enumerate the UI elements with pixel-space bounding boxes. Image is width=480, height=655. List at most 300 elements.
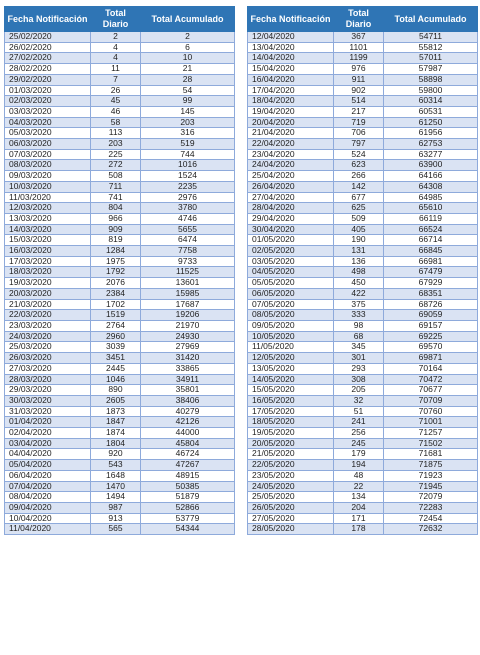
cell-total-acumulado: 66714	[384, 235, 478, 246]
table-row	[248, 224, 478, 235]
cell-fecha: 06/05/2020	[248, 288, 334, 299]
cell-fecha: 03/05/2020	[248, 256, 334, 267]
cell-fecha: 10/04/2020	[5, 513, 91, 524]
table-row	[248, 438, 478, 449]
table-row	[248, 449, 478, 460]
cell-total-acumulado: 71257	[384, 428, 478, 439]
cell-fecha: 04/05/2020	[248, 267, 334, 278]
right-table	[247, 6, 478, 535]
table-row	[5, 160, 235, 171]
cell-total-acumulado: 60531	[384, 106, 478, 117]
cell-total-acumulado: 744	[141, 149, 235, 160]
table-row	[5, 278, 235, 289]
cell-fecha: 26/02/2020	[5, 42, 91, 53]
cell-total-acumulado: 50385	[141, 481, 235, 492]
cell-total-diario: 498	[334, 267, 384, 278]
cell-total-acumulado: 15985	[141, 288, 235, 299]
table-row	[5, 417, 235, 428]
table-row	[248, 278, 478, 289]
table-row	[248, 160, 478, 171]
table-row	[248, 395, 478, 406]
cell-fecha: 24/05/2020	[248, 481, 334, 492]
cell-fecha: 23/04/2020	[248, 149, 334, 160]
cell-fecha: 11/03/2020	[5, 192, 91, 203]
table-row	[5, 513, 235, 524]
table-row	[5, 192, 235, 203]
cell-total-diario: 2384	[91, 288, 141, 299]
cell-fecha: 19/04/2020	[248, 106, 334, 117]
cell-total-acumulado: 2	[141, 32, 235, 43]
cell-total-diario: 913	[91, 513, 141, 524]
cell-fecha: 27/04/2020	[248, 192, 334, 203]
cell-total-diario: 308	[334, 374, 384, 385]
table-row	[5, 288, 235, 299]
cell-total-diario: 719	[334, 117, 384, 128]
cell-fecha: 04/04/2020	[5, 449, 91, 460]
cell-total-acumulado: 70709	[384, 395, 478, 406]
table-row	[5, 267, 235, 278]
cell-fecha: 04/03/2020	[5, 117, 91, 128]
cell-total-acumulado: 519	[141, 139, 235, 150]
cell-fecha: 01/03/2020	[5, 85, 91, 96]
cell-total-diario: 134	[334, 492, 384, 503]
table-row	[5, 117, 235, 128]
cell-total-acumulado: 33865	[141, 363, 235, 374]
cell-total-diario: 2764	[91, 320, 141, 331]
cell-total-diario: 225	[91, 149, 141, 160]
table-row	[5, 224, 235, 235]
cell-total-acumulado: 61956	[384, 128, 478, 139]
cell-total-acumulado: 40279	[141, 406, 235, 417]
cell-fecha: 18/05/2020	[248, 417, 334, 428]
cell-total-acumulado: 64166	[384, 171, 478, 182]
cell-total-diario: 241	[334, 417, 384, 428]
cell-total-acumulado: 3780	[141, 203, 235, 214]
cell-total-acumulado: 72632	[384, 524, 478, 535]
table-row	[5, 470, 235, 481]
cell-total-diario: 524	[334, 149, 384, 160]
cell-fecha: 03/03/2020	[5, 106, 91, 117]
cell-fecha: 28/02/2020	[5, 64, 91, 75]
table-row	[5, 385, 235, 396]
table-row	[5, 53, 235, 64]
cell-fecha: 14/05/2020	[248, 374, 334, 385]
cell-fecha: 27/03/2020	[5, 363, 91, 374]
cell-total-acumulado: 70677	[384, 385, 478, 396]
cell-fecha: 12/04/2020	[248, 32, 334, 43]
cell-fecha: 22/03/2020	[5, 310, 91, 321]
cell-fecha: 26/04/2020	[248, 181, 334, 192]
table-row	[5, 363, 235, 374]
table-row	[248, 64, 478, 75]
cell-total-diario: 46	[91, 106, 141, 117]
cell-total-acumulado: 55812	[384, 42, 478, 53]
cell-total-acumulado: 24930	[141, 331, 235, 342]
table-row	[248, 203, 478, 214]
cell-fecha: 11/05/2020	[248, 342, 334, 353]
table-row	[5, 331, 235, 342]
table-row	[248, 106, 478, 117]
cell-total-diario: 22	[334, 481, 384, 492]
cell-total-diario: 623	[334, 160, 384, 171]
cell-total-acumulado: 63277	[384, 149, 478, 160]
cell-fecha: 25/03/2020	[5, 342, 91, 353]
cell-total-acumulado: 6474	[141, 235, 235, 246]
cell-total-diario: 711	[91, 181, 141, 192]
cell-fecha: 02/05/2020	[248, 246, 334, 257]
cell-fecha: 20/05/2020	[248, 438, 334, 449]
cell-fecha: 22/04/2020	[248, 139, 334, 150]
cell-total-diario: 1046	[91, 374, 141, 385]
cell-total-acumulado: 145	[141, 106, 235, 117]
cell-total-diario: 1847	[91, 417, 141, 428]
table-row	[5, 492, 235, 503]
cell-fecha: 25/04/2020	[248, 171, 334, 182]
cell-fecha: 17/03/2020	[5, 256, 91, 267]
table-row	[5, 460, 235, 471]
table-row	[248, 513, 478, 524]
cell-fecha: 25/02/2020	[5, 32, 91, 43]
cell-total-acumulado: 67929	[384, 278, 478, 289]
table-row	[5, 149, 235, 160]
table-row	[5, 353, 235, 364]
table-row	[5, 256, 235, 267]
cell-total-diario: 2445	[91, 363, 141, 374]
cell-total-diario: 190	[334, 235, 384, 246]
cell-total-acumulado: 1524	[141, 171, 235, 182]
cell-total-acumulado: 69157	[384, 320, 478, 331]
cell-total-acumulado: 4746	[141, 213, 235, 224]
cell-fecha: 18/03/2020	[5, 267, 91, 278]
cell-fecha: 07/04/2020	[5, 481, 91, 492]
table-row	[5, 96, 235, 107]
table-row	[248, 96, 478, 107]
cell-total-diario: 1702	[91, 299, 141, 310]
cell-total-diario: 3039	[91, 342, 141, 353]
cell-fecha: 29/04/2020	[248, 213, 334, 224]
cell-total-diario: 142	[334, 181, 384, 192]
cell-total-diario: 375	[334, 299, 384, 310]
cell-fecha: 26/05/2020	[248, 502, 334, 513]
cell-fecha: 16/03/2020	[5, 246, 91, 257]
cell-total-acumulado: 21	[141, 64, 235, 75]
cell-total-acumulado: 11525	[141, 267, 235, 278]
cell-total-diario: 217	[334, 106, 384, 117]
cell-total-acumulado: 9733	[141, 256, 235, 267]
cell-fecha: 21/03/2020	[5, 299, 91, 310]
cell-fecha: 11/04/2020	[5, 524, 91, 535]
cell-fecha: 30/03/2020	[5, 395, 91, 406]
table-row	[248, 320, 478, 331]
table-row	[5, 449, 235, 460]
cell-total-diario: 1874	[91, 428, 141, 439]
cell-total-diario: 345	[334, 342, 384, 353]
cell-fecha: 16/04/2020	[248, 74, 334, 85]
header-fecha-notificacion: Fecha Notificación	[248, 7, 334, 32]
cell-fecha: 18/04/2020	[248, 96, 334, 107]
cell-fecha: 17/05/2020	[248, 406, 334, 417]
left-table-body	[5, 32, 235, 535]
cell-total-acumulado: 34911	[141, 374, 235, 385]
table-row	[248, 246, 478, 257]
cell-fecha: 14/04/2020	[248, 53, 334, 64]
cell-fecha: 09/04/2020	[5, 502, 91, 513]
cell-fecha: 25/05/2020	[248, 492, 334, 503]
table-row	[5, 74, 235, 85]
cell-total-acumulado: 54344	[141, 524, 235, 535]
cell-total-diario: 797	[334, 139, 384, 150]
cell-fecha: 29/02/2020	[5, 74, 91, 85]
right-table-body	[248, 32, 478, 535]
cell-total-acumulado: 66845	[384, 246, 478, 257]
cell-total-acumulado: 68351	[384, 288, 478, 299]
cell-fecha: 10/03/2020	[5, 181, 91, 192]
cell-fecha: 20/03/2020	[5, 288, 91, 299]
cell-total-diario: 113	[91, 128, 141, 139]
cell-fecha: 21/04/2020	[248, 128, 334, 139]
cell-fecha: 13/04/2020	[248, 42, 334, 53]
table-row	[248, 235, 478, 246]
table-row	[248, 256, 478, 267]
cell-total-acumulado: 71681	[384, 449, 478, 460]
cell-total-diario: 68	[334, 331, 384, 342]
cell-fecha: 20/04/2020	[248, 117, 334, 128]
cell-fecha: 24/04/2020	[248, 160, 334, 171]
cell-total-diario: 987	[91, 502, 141, 513]
cell-fecha: 07/03/2020	[5, 149, 91, 160]
header-fecha-notificacion: Fecha Notificación	[5, 7, 91, 32]
cell-total-diario: 625	[334, 203, 384, 214]
table-row	[248, 460, 478, 471]
cell-total-acumulado: 60314	[384, 96, 478, 107]
cell-fecha: 28/03/2020	[5, 374, 91, 385]
table-row	[248, 149, 478, 160]
cell-total-acumulado: 35801	[141, 385, 235, 396]
cell-total-diario: 11	[91, 64, 141, 75]
cell-total-diario: 565	[91, 524, 141, 535]
cell-total-diario: 178	[334, 524, 384, 535]
cell-fecha: 05/05/2020	[248, 278, 334, 289]
cell-total-acumulado: 203	[141, 117, 235, 128]
cell-total-acumulado: 19206	[141, 310, 235, 321]
cell-total-diario: 543	[91, 460, 141, 471]
cell-total-diario: 1804	[91, 438, 141, 449]
cell-total-acumulado: 47267	[141, 460, 235, 471]
table-row	[248, 181, 478, 192]
table-row	[248, 42, 478, 53]
cell-total-acumulado: 69570	[384, 342, 478, 353]
cell-total-acumulado: 2976	[141, 192, 235, 203]
cell-fecha: 01/05/2020	[248, 235, 334, 246]
cell-total-acumulado: 67479	[384, 267, 478, 278]
cell-total-acumulado: 57987	[384, 64, 478, 75]
cell-fecha: 09/03/2020	[5, 171, 91, 182]
cell-total-acumulado: 52866	[141, 502, 235, 513]
cell-total-acumulado: 61250	[384, 117, 478, 128]
cell-total-acumulado: 64985	[384, 192, 478, 203]
table-row	[248, 32, 478, 43]
cell-total-acumulado: 59800	[384, 85, 478, 96]
cell-total-acumulado: 70760	[384, 406, 478, 417]
cell-total-diario: 266	[334, 171, 384, 182]
cell-total-acumulado: 46724	[141, 449, 235, 460]
cell-fecha: 19/05/2020	[248, 428, 334, 439]
table-row	[248, 267, 478, 278]
table-row	[248, 74, 478, 85]
table-row	[5, 128, 235, 139]
cell-total-diario: 1470	[91, 481, 141, 492]
cell-total-acumulado: 2235	[141, 181, 235, 192]
cell-total-diario: 7	[91, 74, 141, 85]
cell-total-diario: 1975	[91, 256, 141, 267]
table-row	[5, 438, 235, 449]
cell-total-diario: 136	[334, 256, 384, 267]
table-row	[5, 106, 235, 117]
cell-total-diario: 32	[334, 395, 384, 406]
cell-total-acumulado: 57011	[384, 53, 478, 64]
cell-total-diario: 514	[334, 96, 384, 107]
cell-fecha: 06/03/2020	[5, 139, 91, 150]
cell-total-acumulado: 63900	[384, 160, 478, 171]
cell-total-diario: 911	[334, 74, 384, 85]
table-row	[248, 117, 478, 128]
cell-total-diario: 204	[334, 502, 384, 513]
cell-fecha: 23/03/2020	[5, 320, 91, 331]
cell-total-acumulado: 69225	[384, 331, 478, 342]
table-row	[248, 492, 478, 503]
cell-total-diario: 51	[334, 406, 384, 417]
cell-total-diario: 890	[91, 385, 141, 396]
cell-total-acumulado: 53779	[141, 513, 235, 524]
cell-total-acumulado: 71502	[384, 438, 478, 449]
table-row	[248, 363, 478, 374]
cell-total-diario: 26	[91, 85, 141, 96]
table-row	[248, 128, 478, 139]
cell-total-acumulado: 13601	[141, 278, 235, 289]
cell-total-acumulado: 69871	[384, 353, 478, 364]
cell-total-diario: 2960	[91, 331, 141, 342]
cell-fecha: 07/05/2020	[248, 299, 334, 310]
cell-total-diario: 256	[334, 428, 384, 439]
cell-fecha: 08/03/2020	[5, 160, 91, 171]
table-row	[5, 32, 235, 43]
cell-total-acumulado: 21970	[141, 320, 235, 331]
cell-total-diario: 179	[334, 449, 384, 460]
cell-total-diario: 45	[91, 96, 141, 107]
cell-total-acumulado: 66981	[384, 256, 478, 267]
table-row	[5, 502, 235, 513]
table-row	[248, 481, 478, 492]
table-row	[248, 428, 478, 439]
header-total-diario: Total Diario	[334, 7, 384, 32]
cell-total-diario: 2	[91, 32, 141, 43]
cell-total-acumulado: 1016	[141, 160, 235, 171]
cell-total-acumulado: 66524	[384, 224, 478, 235]
cell-total-acumulado: 66119	[384, 213, 478, 224]
table-row	[248, 192, 478, 203]
cell-total-diario: 920	[91, 449, 141, 460]
cell-total-diario: 333	[334, 310, 384, 321]
table-row	[5, 481, 235, 492]
cell-fecha: 08/05/2020	[248, 310, 334, 321]
cell-total-acumulado: 5655	[141, 224, 235, 235]
table-row	[248, 502, 478, 513]
cell-total-diario: 1284	[91, 246, 141, 257]
table-row	[5, 181, 235, 192]
cell-total-acumulado: 99	[141, 96, 235, 107]
right-table-header	[248, 7, 478, 32]
cell-fecha: 02/03/2020	[5, 96, 91, 107]
cell-total-acumulado: 70164	[384, 363, 478, 374]
cell-total-diario: 48	[334, 470, 384, 481]
cell-total-diario: 405	[334, 224, 384, 235]
cell-total-diario: 804	[91, 203, 141, 214]
cell-fecha: 28/04/2020	[248, 203, 334, 214]
table-row	[248, 385, 478, 396]
cell-total-diario: 450	[334, 278, 384, 289]
cell-total-diario: 1494	[91, 492, 141, 503]
table-row	[248, 171, 478, 182]
cell-total-acumulado: 17687	[141, 299, 235, 310]
cell-total-diario: 902	[334, 85, 384, 96]
cell-fecha: 26/03/2020	[5, 353, 91, 364]
cell-total-acumulado: 48915	[141, 470, 235, 481]
cell-total-diario: 509	[334, 213, 384, 224]
table-row	[5, 246, 235, 257]
table-row	[5, 524, 235, 535]
header-total-acumulado: Total Acumulado	[384, 7, 478, 32]
cell-total-diario: 245	[334, 438, 384, 449]
cell-total-acumulado: 31420	[141, 353, 235, 364]
cell-fecha: 14/03/2020	[5, 224, 91, 235]
header-total-diario: Total Diario	[91, 7, 141, 32]
cell-total-acumulado: 71001	[384, 417, 478, 428]
cell-total-diario: 58	[91, 117, 141, 128]
cell-total-acumulado: 7758	[141, 246, 235, 257]
cell-total-acumulado: 65610	[384, 203, 478, 214]
table-row	[248, 331, 478, 342]
cell-total-diario: 367	[334, 32, 384, 43]
cell-total-diario: 741	[91, 192, 141, 203]
table-row	[5, 42, 235, 53]
cell-total-diario: 4	[91, 53, 141, 64]
cell-total-diario: 1101	[334, 42, 384, 53]
cell-total-acumulado: 38406	[141, 395, 235, 406]
cell-fecha: 30/04/2020	[248, 224, 334, 235]
table-row	[248, 288, 478, 299]
table-row	[248, 85, 478, 96]
table-row	[5, 310, 235, 321]
cell-fecha: 23/05/2020	[248, 470, 334, 481]
cell-total-diario: 301	[334, 353, 384, 364]
cell-total-acumulado: 69059	[384, 310, 478, 321]
cell-fecha: 03/04/2020	[5, 438, 91, 449]
cell-fecha: 27/02/2020	[5, 53, 91, 64]
table-row	[5, 171, 235, 182]
cell-fecha: 05/04/2020	[5, 460, 91, 471]
cell-total-diario: 819	[91, 235, 141, 246]
cell-total-diario: 508	[91, 171, 141, 182]
cell-total-diario: 98	[334, 320, 384, 331]
table-row	[5, 213, 235, 224]
cell-total-diario: 2605	[91, 395, 141, 406]
cell-fecha: 12/05/2020	[248, 353, 334, 364]
cell-fecha: 28/05/2020	[248, 524, 334, 535]
cell-total-acumulado: 45804	[141, 438, 235, 449]
cell-fecha: 15/04/2020	[248, 64, 334, 75]
cell-total-acumulado: 28	[141, 74, 235, 85]
table-row	[248, 374, 478, 385]
